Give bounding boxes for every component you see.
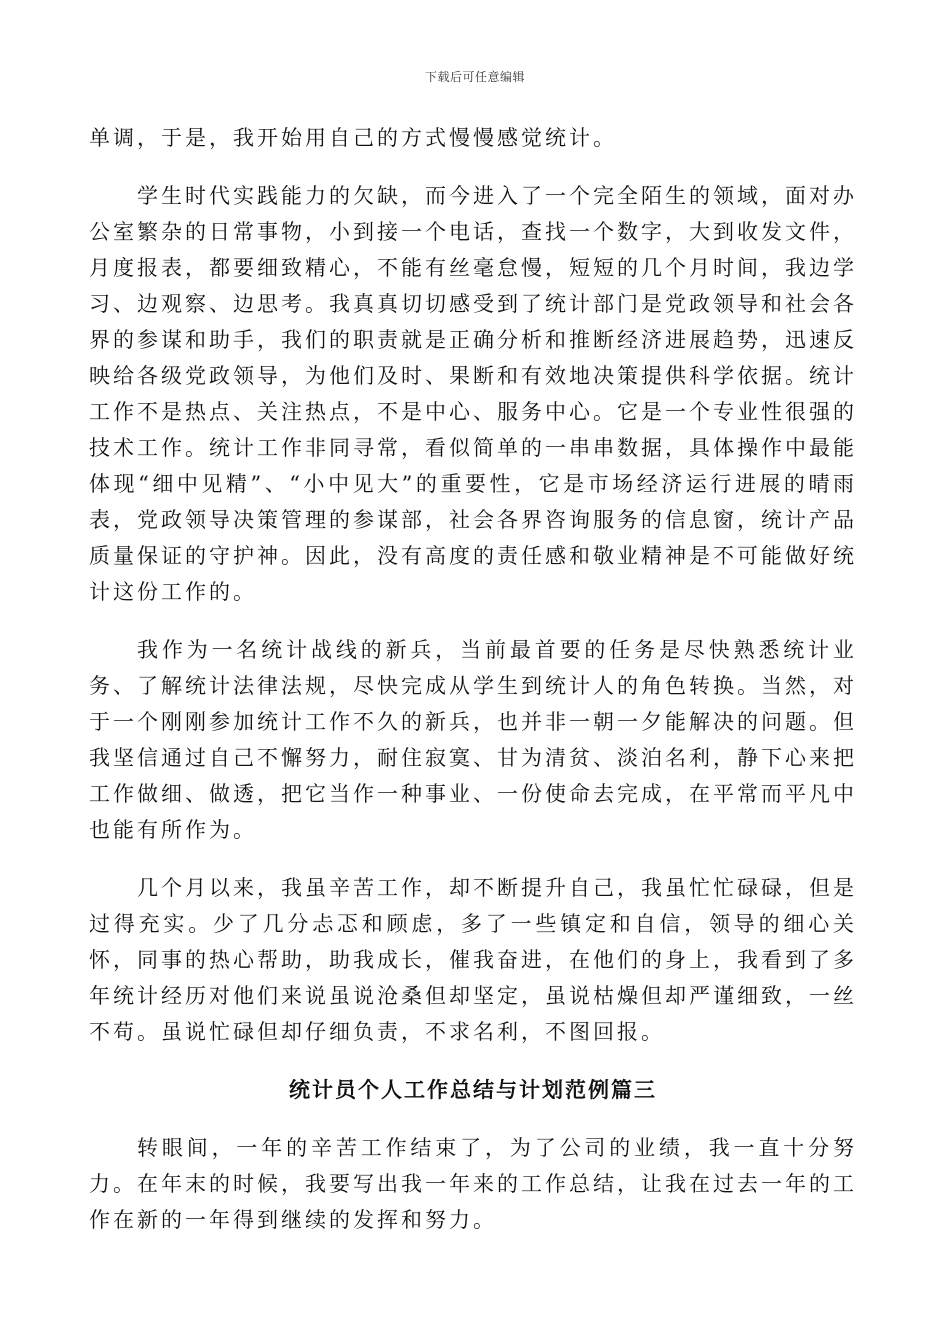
section-title: 统计员个人工作总结与计划范例篇三	[289, 1077, 657, 1102]
paragraph: 转眼间，一年的辛苦工作结束了，为了公司的业绩，我一直十分努力。在年末的时候，我要写出我一年来的工作总结，让我在过去一年的工作在新的一年得到继续的发挥和努力。	[89, 1136, 857, 1232]
paragraph-continuation: 单调，于是，我开始用自己的方式慢慢感觉统计。	[89, 126, 617, 150]
paragraph: 我作为一名统计战线的新兵，当前最首要的任务是尽快熟悉统计业务、了解统计法律法规，尽快完成从学生到统计人的角色转换。当然，对于一个刚刚参加统计工作不久的新兵，也并非一朝一夕能解决的问题。但我坚信通过自己不懈努力，耐住寂寞、甘为清贫、淡泊名利，静下心来把工作做细、做透，把它当作一种事业、一份使命去完成，在平常而平凡中也能有所作为。	[89, 638, 857, 842]
paragraph: 学生时代实践能力的欠缺，而今进入了一个完全陌生的领域，面对办公室繁杂的日常事物，小到接一个电话，查找一个数字，大到收发文件，月度报表，都要细致精心，不能有丝毫怠慢，短短的几个月时间，我边学习、边观察、边思考。我真真切切感受到了统计部门是党政领导和社会各界的参谋和助手，我们的职责就是正确分析和推断经济进展趋势，迅速反映给各级党政领导，为他们及时、果断和有效地决策提供科学依据。统计工作不是热点、关注热点，不是中心、服务中心。它是一个专业性很强的技术工作。统计工作非同寻常，看似简单的一串串数据，具体操作中最能体现“细中见精”、“小中见大”的重要性，它是市场经济运行进展的晴雨表，党政领导决策管理的参谋部，社会各界咨询服务的信息窗，统计产品质量保证的守护神。因此，没有高度的责任感和敬业精神是不可能做好统计这份工作的。	[89, 184, 857, 604]
paragraph: 几个月以来，我虽辛苦工作，却不断提升自己，我虽忙忙碌碌，但是过得充实。少了几分忐忑和顾虑，多了一些镇定和自信，领导的细心关怀，同事的热心帮助，助我成长，催我奋进，在他们的身上，我看到了多年统计经历对他们来说虽说沧桑但却坚定，虽说枯燥但却严谨细致，一丝不苟。虽说忙碌但却仔细负责，不求名利，不图回报。	[89, 876, 857, 1044]
document-body	[89, 120, 857, 1260]
page-header: 下载后可任意编辑	[424, 70, 525, 84]
